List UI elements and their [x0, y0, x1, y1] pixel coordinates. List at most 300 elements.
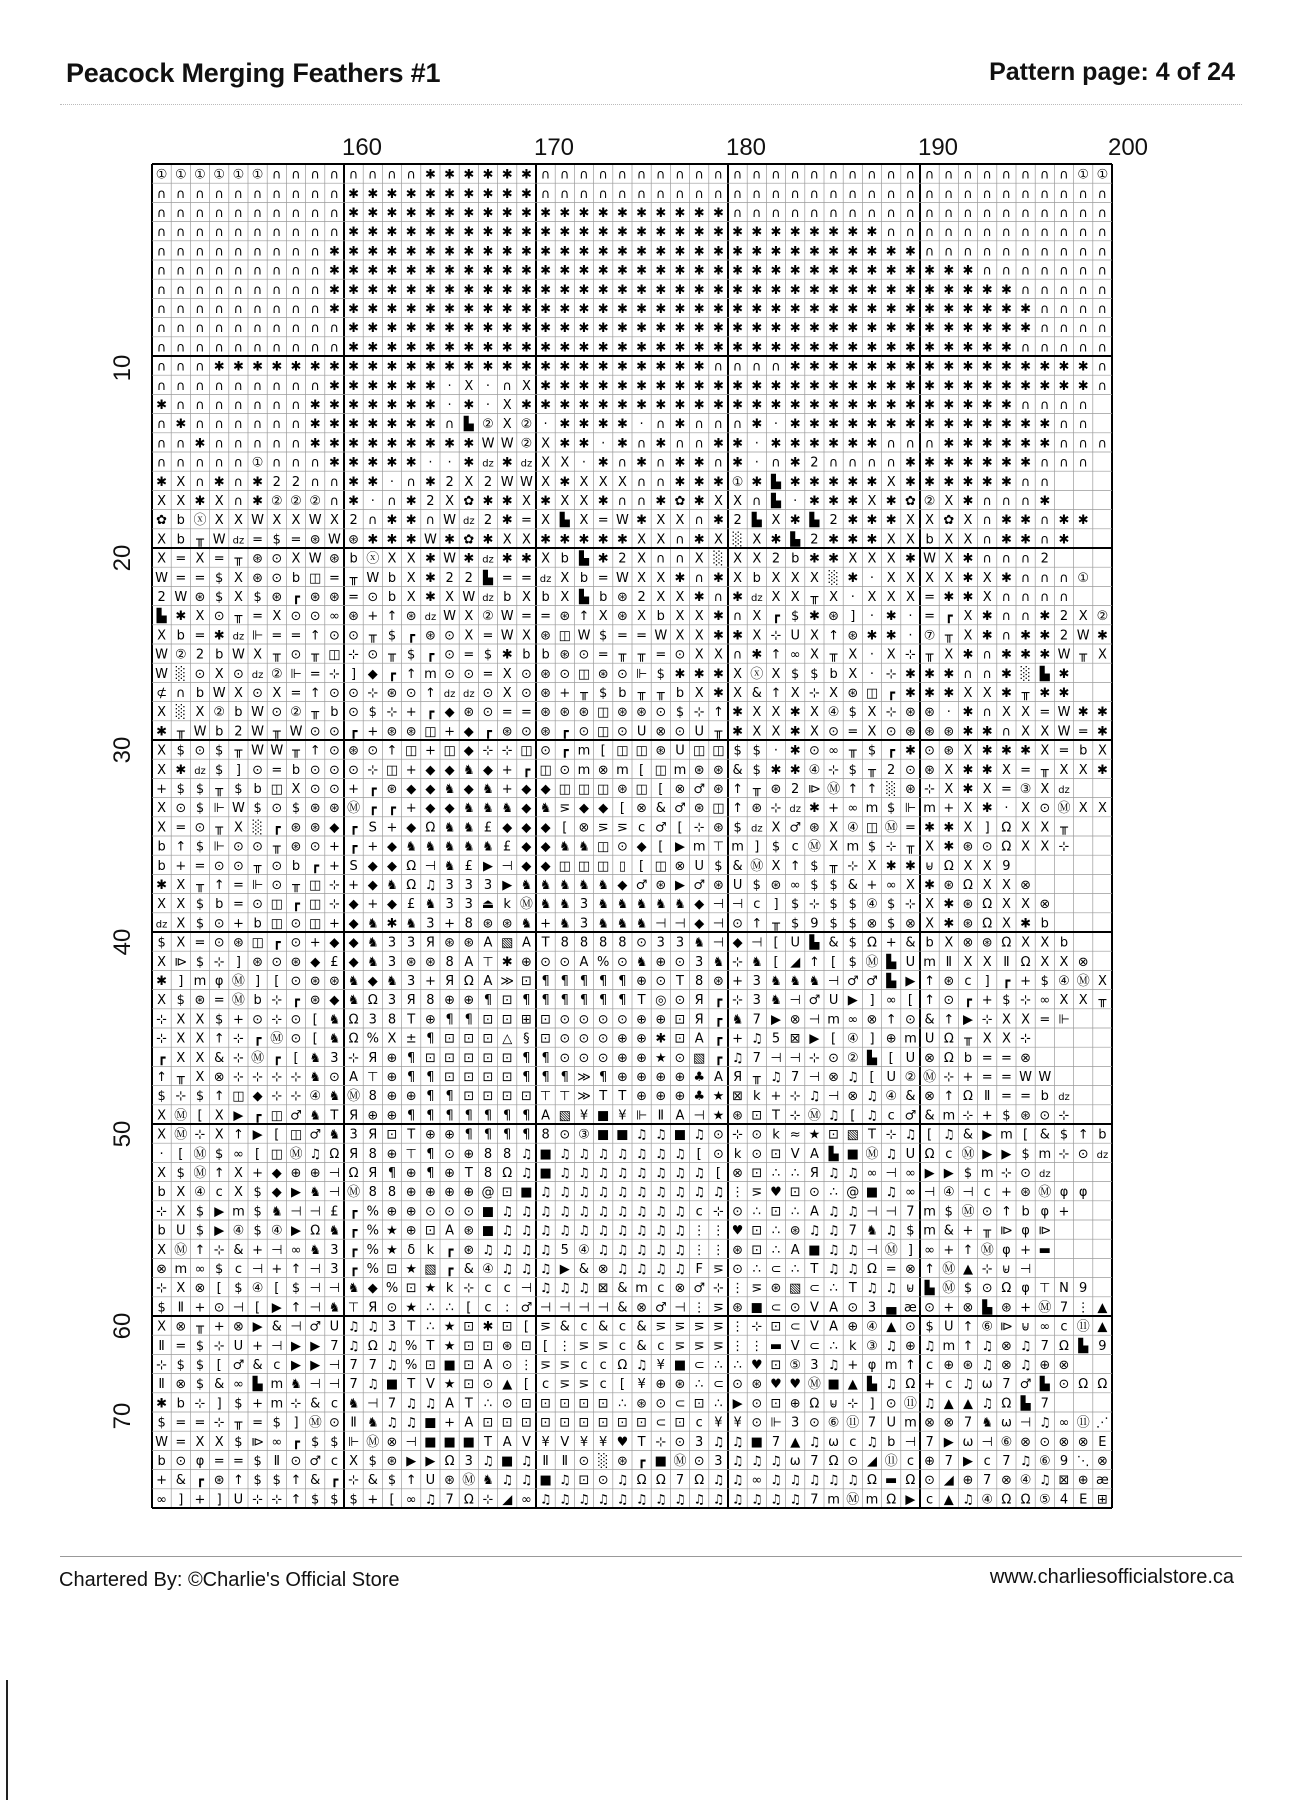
stitch-symbol: ∩: [963, 186, 973, 202]
stitch-symbol: ①: [731, 474, 744, 490]
stitch-symbol: ◆: [348, 916, 359, 932]
stitch-symbol: ·: [869, 570, 875, 586]
stitch-symbol: ⋝: [693, 1338, 705, 1354]
stitch-symbol: X: [502, 666, 512, 682]
stitch-symbol: b: [1059, 935, 1069, 951]
stitch-symbol: &: [559, 1319, 570, 1335]
stitch-symbol: ω: [1000, 1415, 1012, 1431]
stitch-symbol: ✱: [520, 321, 532, 337]
stitch-symbol: ✱: [828, 244, 840, 260]
stitch-symbol: ♫: [386, 1415, 398, 1431]
stitch-symbol: ✱: [520, 263, 532, 279]
stitch-symbol: ♫: [558, 1146, 571, 1162]
stitch-symbol: ∩: [310, 167, 320, 183]
stitch-symbol: ∩: [656, 551, 666, 567]
stitch-symbol: ✱: [962, 762, 974, 778]
stitch-symbol: b: [963, 1050, 973, 1066]
stitch-symbol: $: [791, 609, 800, 625]
stitch-symbol: ⊙: [348, 628, 360, 644]
stitch-symbol: ∴: [829, 1185, 838, 1201]
stitch-symbol: $: [407, 647, 416, 663]
stitch-symbol: ⊣: [808, 1070, 821, 1085]
stitch-symbol: X: [1097, 974, 1107, 989]
stitch-symbol: ⊡: [482, 1338, 494, 1354]
footer-website[interactable]: www.charliesofficialstore.ca: [989, 1566, 1234, 1588]
stitch-symbol: X: [291, 513, 301, 529]
stitch-symbol: ♫: [693, 1127, 706, 1143]
stitch-symbol: ⊛: [847, 686, 859, 701]
stitch-symbol: ✿: [943, 513, 955, 529]
stitch-symbol: X: [1097, 801, 1107, 817]
stitch-symbol: =: [924, 609, 936, 625]
stitch-symbol: ⊙: [885, 1396, 897, 1412]
stitch-symbol: W: [1057, 647, 1071, 663]
stitch-symbol: ∩: [156, 186, 167, 202]
stitch-symbol: ∩: [195, 244, 205, 260]
stitch-symbol: X: [1040, 820, 1050, 836]
stitch-symbol: ┏: [272, 820, 281, 836]
stitch-symbol: ∩: [963, 206, 973, 221]
stitch-symbol: ⊙: [789, 1300, 801, 1316]
stitch-symbol: ▙: [483, 570, 493, 586]
stitch-symbol: ▲: [943, 1396, 954, 1412]
stitch-symbol: ✱: [770, 378, 782, 394]
stitch-symbol: ✱: [732, 244, 744, 260]
stitch-symbol: ③: [1019, 782, 1032, 797]
stitch-symbol: 9: [810, 916, 819, 932]
stitch-symbol: ✱: [463, 282, 475, 298]
stitch-symbol: $: [771, 839, 781, 855]
stitch-symbol: ⊣: [232, 1300, 245, 1316]
stitch-symbol: ⊡: [444, 1050, 456, 1066]
stitch-symbol: ∩: [1059, 206, 1069, 221]
stitch-symbol: ∩: [444, 417, 455, 433]
stitch-symbol: φ: [1021, 1281, 1030, 1297]
stitch-symbol: b: [675, 686, 685, 701]
stitch-symbol: ✱: [674, 666, 686, 682]
stitch-symbol: =: [1000, 782, 1012, 797]
stitch-symbol: +: [943, 1242, 955, 1258]
stitch-symbol: ∩: [291, 340, 301, 356]
stitch-symbol: 3: [695, 1434, 704, 1450]
stitch-symbol: ✱: [1020, 455, 1032, 471]
stitch-symbol: ⊣: [328, 1281, 341, 1297]
stitch-symbol: ∩: [1078, 455, 1088, 471]
stitch-symbol: ✱: [712, 513, 724, 529]
stitch-symbol: ⋝: [712, 1338, 724, 1354]
stitch-symbol: ✱: [482, 225, 494, 241]
stitch-symbol: b: [234, 705, 243, 721]
stitch-symbol: ⊹: [962, 1108, 974, 1124]
stitch-symbol: ∩: [425, 513, 436, 529]
stitch-symbol: ⊛: [424, 628, 436, 644]
stitch-symbol: ⊛: [463, 1223, 475, 1239]
stitch-symbol: ♞: [693, 935, 706, 951]
stitch-symbol: ♞: [290, 1377, 302, 1393]
stitch-symbol: ∩: [233, 340, 244, 356]
stitch-symbol: ┏: [349, 1204, 358, 1220]
stitch-symbol: ⊹: [271, 993, 283, 1009]
stitch-symbol: ▶: [233, 1108, 244, 1124]
stitch-symbol: &: [617, 1281, 628, 1297]
stitch-symbol: ⊗: [194, 1281, 206, 1297]
stitch-symbol: ▶: [559, 1262, 570, 1277]
stitch-symbol: ╥: [925, 647, 934, 663]
stitch-symbol: +: [828, 801, 840, 817]
stitch-symbol: ♂: [1019, 1377, 1032, 1393]
stitch-symbol: X: [1097, 647, 1107, 663]
stitch-symbol: ✱: [424, 321, 436, 337]
stitch-symbol: $: [887, 897, 896, 913]
stitch-symbol: ∩: [848, 167, 858, 183]
stitch-symbol: ①: [232, 167, 245, 183]
stitch-symbol: ⊙: [194, 666, 206, 682]
stitch-symbol: ⊗: [578, 820, 590, 836]
stitch-symbol: ∩: [579, 186, 589, 202]
stitch-symbol: ★: [712, 1089, 725, 1105]
stitch-symbol: ▯: [618, 858, 626, 874]
stitch-symbol: ⊙: [290, 1031, 302, 1047]
stitch-symbol: ⊛: [328, 551, 340, 567]
stitch-symbol: ∩: [694, 167, 704, 183]
stitch-symbol: ♫: [501, 1473, 514, 1489]
stitch-symbol: T: [868, 1127, 876, 1143]
stitch-symbol: ⋮: [692, 1242, 706, 1258]
stitch-symbol: ⊛: [808, 820, 820, 836]
stitch-symbol: ]: [869, 1031, 875, 1047]
stitch-symbol: ✱: [463, 244, 475, 260]
stitch-symbol: ✱: [463, 359, 475, 375]
stitch-symbol: ✱: [597, 532, 609, 548]
stitch-symbol: Ⓜ: [174, 1108, 188, 1124]
stitch-symbol: X: [637, 532, 647, 548]
stitch-symbol: b: [1098, 1127, 1107, 1143]
stitch-symbol: ∩: [752, 494, 762, 509]
stitch-symbol: ▶: [214, 1204, 225, 1220]
stitch-symbol: ⊙: [981, 839, 993, 855]
stitch-symbol: ✱: [405, 378, 417, 394]
stitch-symbol: ╥: [829, 647, 838, 663]
stitch-symbol: $: [234, 1281, 243, 1297]
stitch-symbol: ∩: [752, 206, 762, 221]
stitch-symbol: :: [505, 1300, 510, 1316]
stitch-symbol: ✱: [444, 282, 456, 298]
stitch-symbol: §: [523, 1031, 530, 1047]
stitch-symbol: ⊙: [578, 647, 590, 663]
stitch-symbol: ⊣: [827, 974, 840, 989]
stitch-symbol: ✱: [482, 186, 494, 202]
stitch-symbol: ✱: [1058, 513, 1070, 529]
stitch-symbol: ∩: [214, 302, 224, 317]
stitch-symbol: 7: [445, 1492, 454, 1508]
stitch-symbol: A: [445, 1396, 455, 1412]
stitch-symbol: ♞: [462, 820, 475, 836]
stitch-symbol: X: [157, 954, 167, 970]
stitch-symbol: &: [636, 1319, 647, 1335]
stitch-symbol: ✱: [962, 782, 974, 797]
stitch-symbol: ∩: [233, 378, 244, 394]
stitch-symbol: Я: [349, 1146, 359, 1162]
stitch-symbol: ♫: [962, 1377, 974, 1393]
stitch-symbol: ✱: [828, 551, 840, 567]
stitch-symbol: ⊣: [309, 1281, 321, 1297]
stitch-symbol: ·: [543, 417, 548, 433]
stitch-symbol: ¶: [599, 993, 608, 1009]
stitch-symbol: +: [732, 974, 744, 989]
stitch-symbol: ♞: [539, 801, 552, 817]
stitch-symbol: ¶: [464, 1127, 473, 1143]
stitch-symbol: ⊛: [463, 1242, 475, 1258]
stitch-symbol: ∴: [771, 1223, 781, 1239]
stitch-symbol: ✱: [501, 455, 513, 471]
stitch-symbol: ✱: [405, 417, 417, 433]
stitch-symbol: U: [905, 1050, 916, 1066]
stitch-symbol: ✱: [328, 302, 340, 317]
stitch-symbol: ∩: [1059, 417, 1069, 433]
stitch-symbol: ╥: [983, 1223, 992, 1239]
stitch-symbol: Ⅱ: [177, 1300, 185, 1316]
stitch-symbol: +: [405, 801, 417, 817]
stitch-symbol: 2: [464, 570, 473, 586]
stitch-symbol: ∩: [579, 167, 589, 183]
stitch-symbol: ✱: [252, 359, 264, 375]
stitch-symbol: ✱: [847, 359, 859, 375]
stitch-symbol: ∩: [272, 436, 282, 452]
stitch-symbol: $: [215, 1262, 224, 1277]
stitch-symbol: $: [1002, 1108, 1011, 1124]
stitch-symbol: &: [924, 1012, 935, 1028]
stitch-symbol: ∩: [771, 206, 781, 221]
stitch-symbol: W: [1038, 1070, 1052, 1085]
stitch-symbol: ∩: [195, 417, 205, 433]
stitch-symbol: ∩: [156, 417, 167, 433]
stitch-symbol: ⊛: [290, 839, 302, 855]
stitch-symbol: X: [445, 590, 455, 605]
stitch-symbol: ∩: [272, 455, 282, 471]
stitch-symbol: X: [982, 686, 992, 701]
stitch-symbol: ⋝: [597, 1338, 609, 1354]
stitch-symbol: ✱: [482, 359, 494, 375]
stitch-symbol: W: [1057, 705, 1071, 721]
stitch-symbol: ¶: [503, 1127, 512, 1143]
stitch-symbol: ⊙: [328, 762, 340, 778]
stitch-symbol: ✱: [655, 436, 667, 452]
stitch-symbol: 3: [791, 1415, 800, 1431]
stitch-symbol: ✱: [693, 263, 705, 279]
stitch-symbol: ✱: [540, 302, 552, 317]
stitch-symbol: ✱: [559, 532, 571, 548]
stitch-symbol: X: [1059, 954, 1069, 970]
stitch-symbol: ░: [713, 551, 724, 567]
stitch-symbol: ⊙: [732, 1377, 744, 1393]
stitch-symbol: ∩: [156, 321, 167, 337]
stitch-symbol: $: [195, 839, 205, 855]
stitch-symbol: dz: [1058, 1092, 1070, 1104]
stitch-symbol: X: [349, 1454, 359, 1469]
stitch-symbol: X: [541, 474, 551, 490]
stitch-symbol: [: [888, 1050, 894, 1066]
stitch-symbol: ✱: [732, 628, 744, 644]
stitch-symbol: ╥: [196, 532, 204, 548]
stitch-symbol: ✱: [866, 282, 878, 298]
stitch-symbol: ¶: [541, 1050, 550, 1066]
stitch-symbol: ⊙: [194, 820, 206, 836]
stitch-symbol: ∩: [329, 206, 340, 221]
stitch-symbol: X: [214, 513, 224, 529]
stitch-symbol: =: [194, 1415, 206, 1431]
stitch-symbol: ✱: [693, 455, 705, 471]
stitch-symbol: ✱: [482, 206, 494, 221]
stitch-symbol: ✱: [578, 302, 590, 317]
stitch-symbol: φ: [867, 1358, 877, 1373]
stitch-symbol: ✱: [636, 359, 648, 375]
stitch-symbol: ✱: [828, 436, 840, 452]
stitch-symbol: X: [867, 494, 877, 509]
stitch-symbol: ①: [1077, 570, 1090, 586]
stitch-symbol: ✱: [655, 302, 667, 317]
stitch-symbol: ◫: [865, 820, 879, 836]
stitch-symbol: +: [367, 724, 379, 740]
stitch-symbol: =: [271, 628, 283, 644]
stitch-symbol: ⊹: [1020, 993, 1032, 1009]
stitch-symbol: ¶: [483, 993, 493, 1009]
stitch-symbol: ⊣: [751, 935, 763, 951]
stitch-symbol: U: [886, 1415, 896, 1431]
stitch-symbol: ✱: [732, 436, 744, 452]
stitch-symbol: ⊙: [847, 1300, 859, 1316]
stitch-symbol: ∩: [732, 417, 743, 433]
stitch-symbol: ♫: [654, 1492, 667, 1508]
stitch-symbol: $: [311, 1492, 320, 1508]
stitch-symbol: ◆: [694, 916, 705, 932]
stitch-symbol: ✱: [943, 686, 955, 701]
stitch-symbol: ✱: [616, 282, 628, 298]
stitch-symbol: ¶: [522, 1108, 531, 1124]
stitch-symbol: ∩: [291, 378, 301, 394]
stitch-symbol: ⊙: [1039, 1108, 1051, 1124]
stitch-symbol: ♫: [866, 1434, 878, 1450]
stitch-symbol: ✱: [463, 186, 475, 202]
stitch-symbol: ♞: [482, 839, 494, 855]
stitch-symbol: ∴: [426, 1300, 435, 1316]
stitch-symbol: ↑: [924, 974, 936, 989]
stitch-symbol: @: [481, 1185, 495, 1201]
stitch-symbol: ✱: [655, 359, 667, 375]
stitch-symbol: X: [771, 724, 781, 740]
stitch-symbol: dz: [750, 593, 763, 604]
stitch-symbol: X: [963, 801, 973, 817]
stitch-symbol: ✱: [962, 474, 974, 490]
stitch-symbol: ∩: [291, 455, 301, 471]
stitch-symbol: ✱: [463, 340, 475, 356]
stitch-symbol: ∩: [828, 186, 839, 202]
stitch-symbol: W: [155, 1434, 169, 1450]
stitch-symbol: ∩: [656, 474, 666, 490]
stitch-symbol: ⊛: [482, 916, 494, 932]
stitch-symbol: ∩: [905, 436, 916, 452]
stitch-symbol: [: [658, 782, 664, 797]
stitch-symbol: ⊛: [1020, 1185, 1032, 1201]
stitch-symbol: ⊤: [1039, 1281, 1051, 1297]
stitch-symbol: ∩: [771, 359, 781, 375]
stitch-symbol: ✱: [655, 398, 667, 413]
stitch-symbol: X: [387, 551, 397, 567]
stitch-symbol: ▬: [1038, 1242, 1051, 1258]
stitch-symbol: =: [1039, 705, 1051, 721]
stitch-symbol: ▧: [846, 1127, 859, 1143]
stitch-symbol: ▧: [693, 1050, 706, 1066]
stitch-symbol: X: [502, 686, 512, 701]
stitch-symbol: V: [425, 1377, 435, 1393]
stitch-symbol: 2: [791, 782, 800, 797]
stitch-symbol: [: [907, 993, 913, 1009]
stitch-symbol: ∩: [1078, 282, 1088, 298]
stitch-symbol: $: [675, 705, 685, 721]
stitch-symbol: ②: [290, 494, 302, 509]
stitch-symbol: ■: [808, 1242, 821, 1258]
stitch-symbol: ✱: [904, 398, 916, 413]
stitch-symbol: ✱: [348, 244, 360, 260]
stitch-symbol: ⊗: [1039, 897, 1051, 913]
stitch-symbol: ⊕: [655, 1012, 667, 1028]
stitch-symbol: ✱: [924, 398, 936, 413]
stitch-symbol: ♫: [616, 1262, 629, 1277]
stitch-symbol: ╥: [752, 782, 761, 797]
stitch-symbol: ↑: [424, 686, 436, 701]
stitch-symbol: ✱: [866, 263, 878, 279]
stitch-symbol: ♫: [597, 1146, 610, 1162]
stitch-symbol: ✱: [904, 474, 916, 490]
stitch-symbol: ┏: [944, 609, 953, 625]
stitch-symbol: $: [963, 1166, 973, 1181]
stitch-symbol: ♞: [501, 801, 514, 817]
stitch-symbol: 3: [464, 897, 473, 913]
stitch-symbol: 9: [1059, 1454, 1069, 1469]
stitch-symbol: ♫: [578, 1146, 590, 1162]
stitch-symbol: ♫: [923, 1338, 936, 1354]
stitch-symbol: X: [809, 628, 819, 644]
stitch-symbol: ⊙: [751, 1146, 763, 1162]
stitch-symbol: ⊙: [405, 686, 417, 701]
stitch-symbol: ∩: [252, 225, 263, 241]
stitch-symbol: ✱: [367, 359, 379, 375]
stitch-symbol: ]: [255, 974, 261, 989]
stitch-symbol: ⋝: [540, 1319, 552, 1335]
stitch-symbol: ♫: [539, 1242, 552, 1258]
stitch-symbol: ✱: [943, 839, 955, 855]
stitch-symbol: ⊞: [520, 1012, 532, 1028]
stitch-symbol: ✱: [962, 436, 974, 452]
stitch-symbol: ⊹: [1000, 1166, 1012, 1181]
stitch-symbol: ↑: [770, 647, 782, 663]
stitch-symbol: ⅽ: [695, 1415, 703, 1431]
stitch-symbol: ✱: [597, 321, 609, 337]
stitch-symbol: ⊤: [347, 1300, 360, 1316]
stitch-symbol: ✱: [962, 302, 974, 317]
stitch-symbol: b: [387, 570, 397, 586]
stitch-symbol: ♫: [750, 1454, 763, 1469]
stitch-symbol: ⊡: [540, 1396, 552, 1412]
stitch-symbol: ╥: [311, 705, 320, 721]
stitch-symbol: W: [615, 570, 629, 586]
stitch-symbol: ⊗: [1000, 1358, 1012, 1373]
stitch-symbol: %: [405, 1358, 418, 1373]
stitch-symbol: 2: [810, 532, 819, 548]
stitch-symbol: ✱: [348, 186, 360, 202]
stitch-symbol: ✱: [501, 302, 513, 317]
stitch-symbol: ✱: [943, 282, 955, 298]
stitch-symbol: ∩: [1040, 513, 1050, 529]
